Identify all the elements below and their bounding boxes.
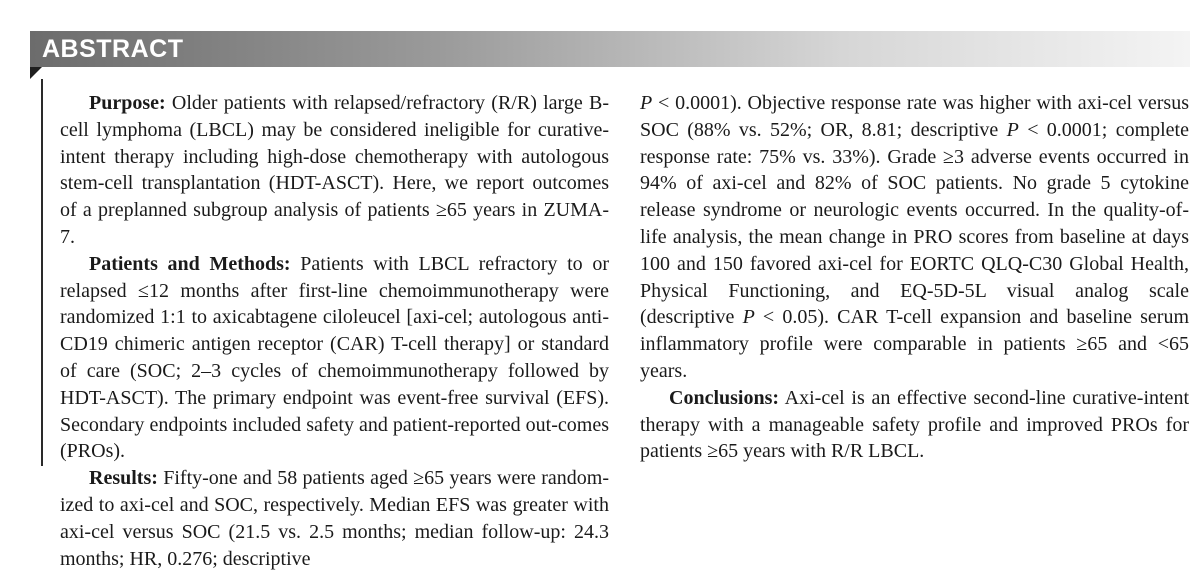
results-heading: Results: [89,467,158,490]
abstract-title: ABSTRACT [42,35,184,63]
purpose-paragraph [60,90,609,251]
methods-paragraph [60,251,609,465]
conclusions-heading: Conclusions: [669,386,780,409]
results-text-1: Fifty-one and 58 patients aged ≥65 years were random-ized to axi-cel and SOC, respectively. Median EFS was greater with axi-cel versus SOC (21.5 vs. 2.5 months; median follow-up: 24.3 months; HR, 0.276; descriptive [60,467,609,570]
methods-heading: Patients and Methods: [89,252,291,275]
results-text-3: < 0.0001; complete response rate: 75% vs. 33%). Grade ≥3 adverse events occurred in 94% of axi-cel and 82% of SOC patients. No grade 5 cytokine release syndrome or neurologic events occurred. In the quality-of-life analysis, the mean change in PRO scores from baseline at days 100 and 150 favored axi-cel for EORTC QLQ-C30 Global Health, Physical Functioning, and EQ-5D-5L visual analog scale (descriptive [640,118,1189,329]
methods-text: Patients with LBCL refractory to or relapsed ≤12 months after first-line chemoimmunotherapy were randomized 1:1 to axicabtagene ciloleucel [axi-cel; autologous anti-CD19 chimeric antigen receptor (CAR) T-cell therapy] or standard of care (SOC; 2–3 cycles of chemoimmunotherapy followed by HDT-ASCT). The primary endpoint was event-free survival (EFS). Secondary endpoints included safety and patient-reported out-comes (PROs). [60,252,609,463]
purpose-heading: Purpose: [89,92,166,114]
results-text-2: < 0.0001). Objective response rate was higher with axi-cel versus SOC (88% vs. 52%; OR, 8.81; descriptive [640,92,1189,141]
abstract-right-column [640,90,1189,465]
purpose-text: Older patients with relapsed/refractory (R/R) large B-cell lymphoma (LBCL) may be considered ineligible for curative-intent therapy including high-dose chemotherapy with autologous stem-cell transplantation (HDT-ASCT). Here, we report outcomes of a preplanned subgroup analysis of patients ≥65 years in ZUMA-7. [60,92,609,248]
abstract-left-column [60,90,609,572]
p-value-symbol-1: P [640,92,653,114]
conclusions-text: Axi-cel is an effective second-line curative-intent therapy with a manageable safety profile and improved PROs for patients ≥65 years with R/R LBCL. [640,386,1189,463]
p-value-symbol-2: P [1006,118,1019,141]
header-corner-fold [30,67,42,79]
results-paragraph-continued [640,90,1189,385]
conclusions-paragraph [640,385,1189,465]
left-rule [41,79,43,466]
results-paragraph-start [60,465,609,572]
abstract-header-bar [30,31,1190,67]
results-text-4: < 0.05). CAR T-cell expansion and baseline serum inflammatory profile were comparable in patients ≥65 and <65 years. [640,306,1190,382]
p-value-symbol-3: P [742,306,755,329]
